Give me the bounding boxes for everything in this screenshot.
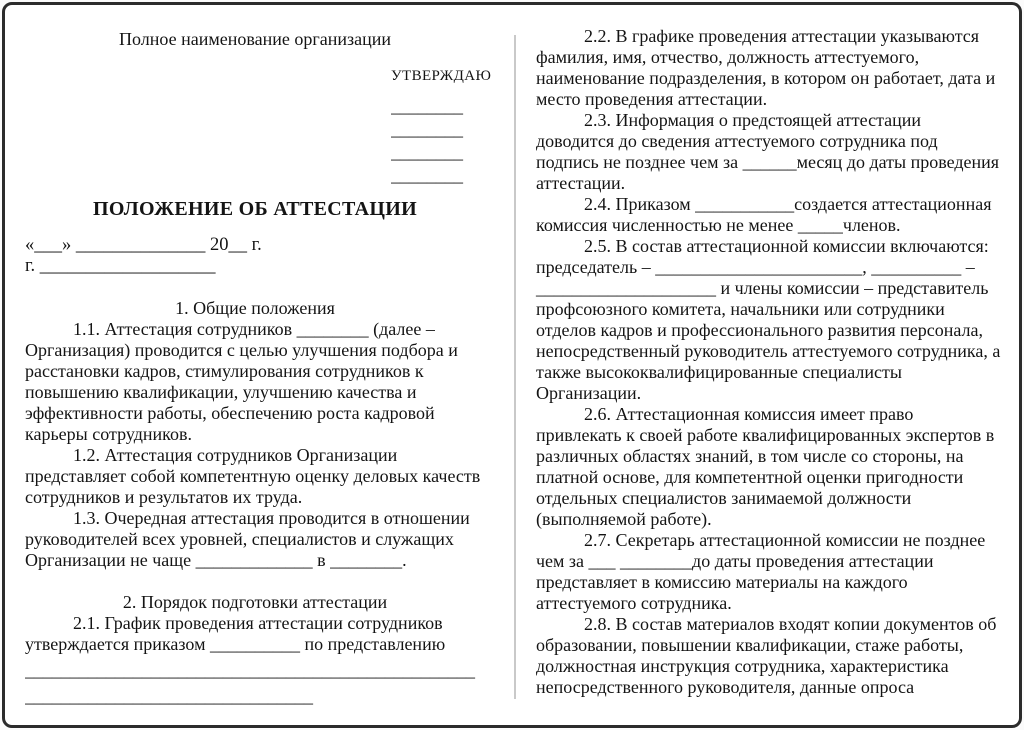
section-heading: 2. Порядок подготовки аттестации — [122, 592, 388, 612]
date-line: «___» ______________ 20__ г. — [25, 235, 262, 255]
paragraph: 2.2. В графике проведения аттестации указываются фамилия, имя, отчество, должность аттестуемого, наименование подразделения, в котором он работает, дата и место проведения аттестации. — [536, 26, 996, 109]
paragraph: 2.8. В состав материалов входят копии документов об образовании, повышении квалификации, стаже работы, должностная инструкция сотрудника, характеристика непосредственного руководителя, данные опроса — [536, 614, 997, 697]
paragraph: 2.3. Информация о предстоящей аттестации доводится до сведения аттестуемого сотрудника под подпись не позднее чем за ______месяц до даты проведения аттестации. — [536, 110, 1000, 193]
signature-line: ________ — [391, 119, 463, 139]
paragraph: 1.1. Аттестация сотрудников ________ (далее – Организация) проводится с целью улучшения подбора и расстановки кадров, стимулирования сотрудников к повышению квалификации, улучшению качества и эффективности работы, обеспечению роста кадровой карьеры сотрудников. — [25, 319, 458, 444]
paragraph: 2.5. В состав аттестационной комиссии включаются: председатель – _______________________, __________ – ____________________ и члены комиссии – представитель профсоюзного комитета, начальники или сотрудники отделов кадров и профессионального развития персонала, непосредственный руководитель аттестуемого сотрудника, а также высококвалифицированные специалисты Организации. — [536, 236, 1001, 403]
approval-label: УТВЕРЖДАЮ — [391, 68, 492, 84]
document-title: ПОЛОЖЕНИЕ ОБ АТТЕСТАЦИИ — [93, 198, 417, 220]
paragraph: 2.7. Секретарь аттестационной комиссии не позднее чем за ___ ________до даты проведения аттестации представляет в комиссию материалы на каждого аттестуемого сотрудника. — [536, 530, 986, 613]
signature-line: ________ — [391, 165, 463, 185]
fill-in-line: ________________________________ — [25, 686, 313, 706]
paragraph: 2.1. График проведения аттестации сотрудников утверждается приказом __________ по представлению — [25, 613, 446, 654]
signature-line: ________ — [391, 142, 463, 162]
section-heading: 1. Общие положения — [175, 298, 335, 318]
paragraph: 1.3. Очередная аттестация проводится в отношении руководителей всех уровней, специалистов и служащих Организации не чаще _____________ в ________. — [25, 508, 470, 570]
paragraph: 2.4. Приказом ___________создается аттестационная комиссия численностью не менее _____членов. — [536, 194, 992, 235]
left-column-flow — [25, 298, 485, 707]
left-column — [5, 5, 497, 707]
right-column-flow — [536, 26, 1003, 698]
city-line: г. ___________________ — [25, 256, 216, 276]
organization-name-line: Полное наименование организации — [119, 29, 391, 49]
approval-block — [391, 66, 492, 187]
signature-line: ________ — [391, 96, 463, 116]
document-page — [2, 2, 1022, 728]
paragraph: 1.2. Аттестация сотрудников Организации представляет собой компетентную оценку деловых качеств сотрудников и результатов их труда. — [25, 445, 481, 507]
approval-signature-lines — [391, 95, 483, 187]
fill-in-line: __________________________________________________ — [25, 660, 475, 680]
right-column — [516, 5, 1019, 698]
paragraph: 2.6. Аттестационная комиссия имеет право привлекать к своей работе квалифицированных экспертов в различных областях знаний, в том числе со стороны, на платной основе, для компетентной оценки пригодности отдельных специалистов занимаемой должности (выполняемой работе). — [536, 404, 995, 529]
